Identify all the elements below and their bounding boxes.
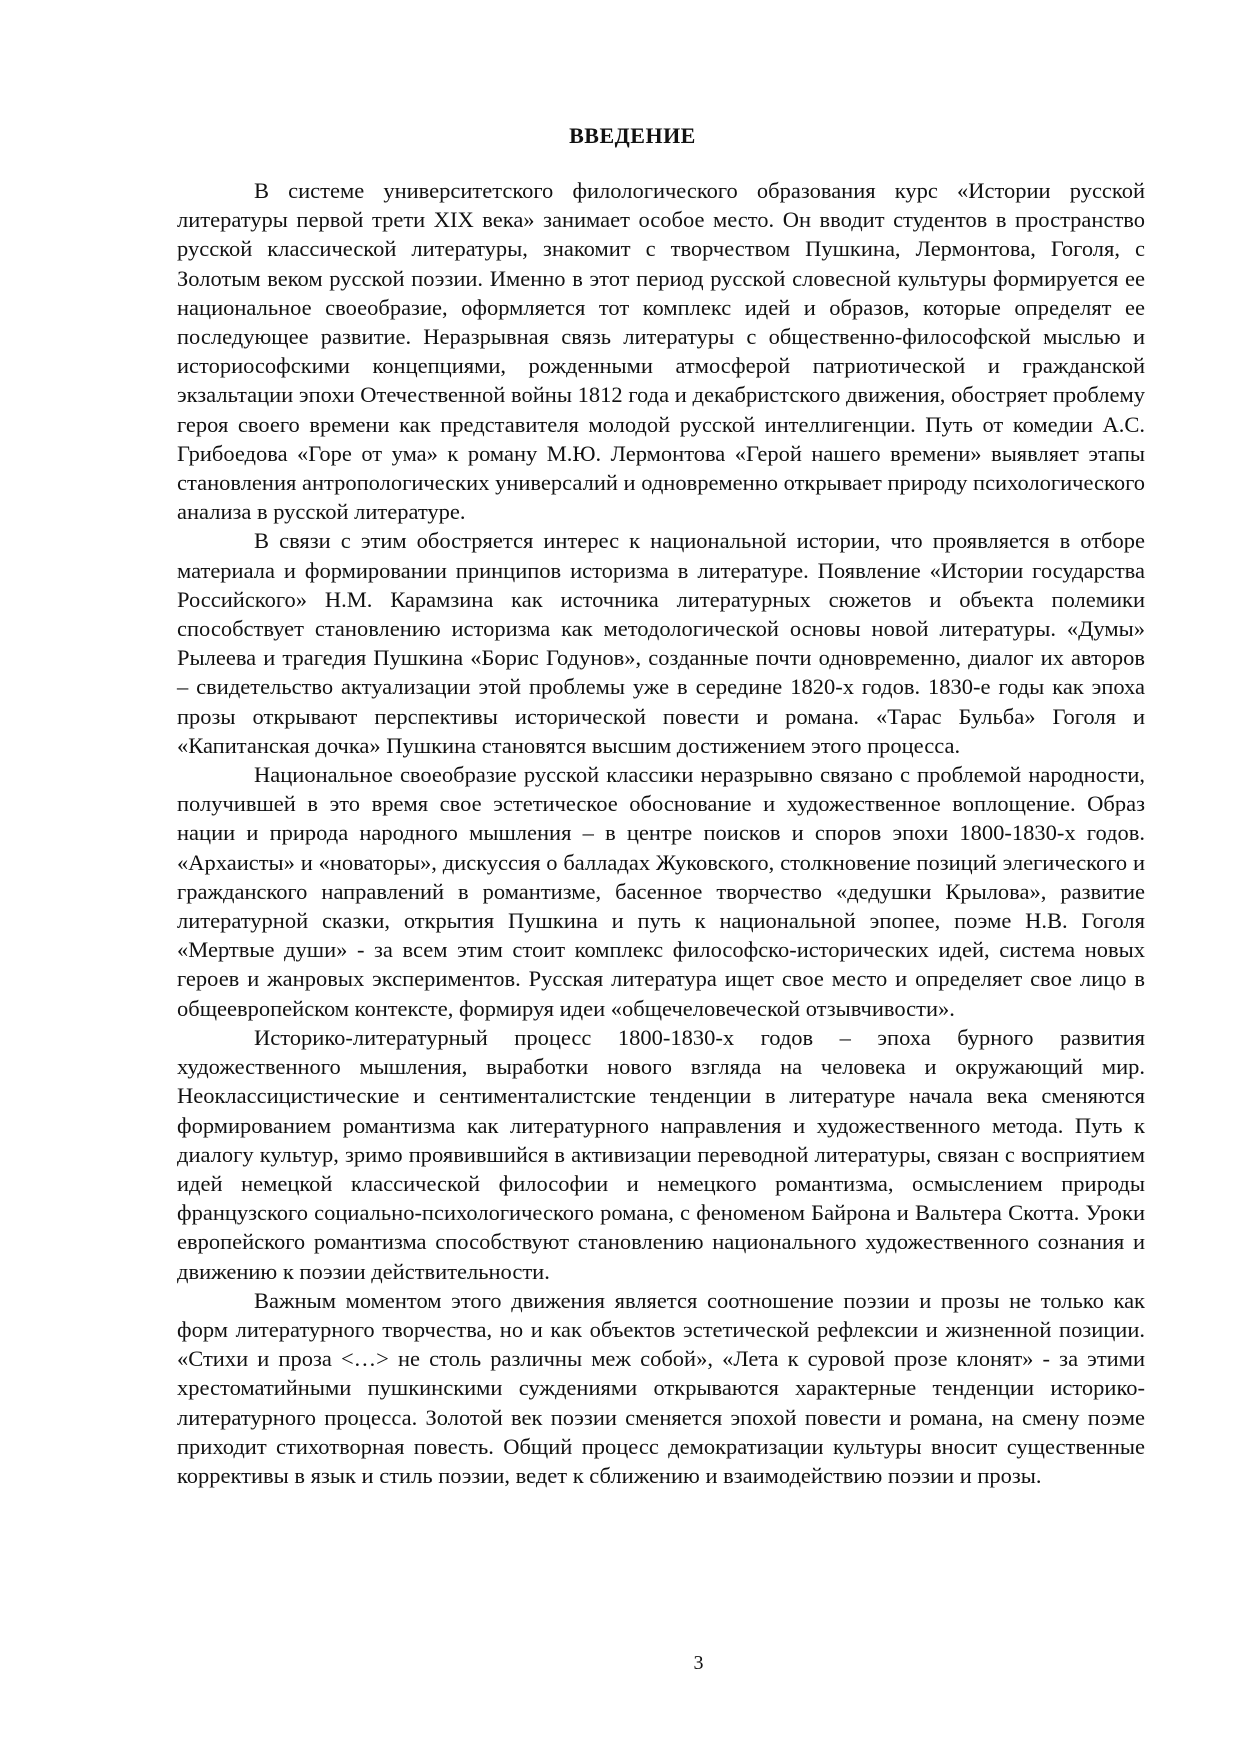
paragraph-5: Важным моментом этого движения является соотношение поэзии и прозы не только как форм литературного творчества, но и как объектов эстетической рефлексии и жизненной позиции. «Стихи и проза <…> не столь различны меж собой», «Лета к суровой прозе клонят» - за этими хрестоматийными пушкинскими суждениями открываются характерные тенденции историко-литературного процесса. Золотой век поэзии сменяется эпохой повести и романа, на смену поэме приходит стихотворная повесть. Общий процесс демократизации культуры вносит существенные коррективы в язык и стиль поэзии, ведет к сближению и взаимодействию поэзии и прозы.	[177, 1287, 1145, 1488]
document-title: ВВЕДЕНИЕ	[569, 123, 696, 148]
document-body	[177, 176, 1145, 1490]
paragraph-4: Историко-литературный процесс 1800-1830-х годов – эпоха бурного развития художественного мышления, выработки нового взгляда на человека и окружающий мир. Неоклассицистические и сентименталистские тенденции в литературе начала века сменяются формированием романтизма как литературного направления и художественного метода. Путь к диалогу культур, зримо проявившийся в активизации переводной литературы, связан с восприятием идей немецкой классической философии и немецкого романтизма, осмыслением природы французского социально-психологического романа, с феноменом Байрона и Вальтера Скотта. Уроки европейского романтизма способствуют становлению национального художественного сознания и движению к поэзии действительности.	[177, 1024, 1145, 1284]
paragraph-3: Национальное своеобразие русской классики неразрывно связано с проблемой народности, получившей в это время свое эстетическое обоснование и художественное воплощение. Образ нации и природа народного мышления – в центре поисков и споров эпохи 1800-1830-х годов. «Архаисты» и «новаторы», дискуссия о балладах Жуковского, столкновение позиций элегического и гражданского направлений в романтизме, басенное творчество «дедушки Крылова», развитие литературной сказки, открытия Пушкина и путь к национальной эпопее, поэме Н.В. Гоголя «Мертвые души» - за всем этим стоит комплекс философско-исторических идей, система новых героев и жанровых экспериментов. Русская литература ищет свое место и определяет свое лицо в общеевропейском контексте, формируя идеи «общечеловеческой отзывчивости».	[177, 762, 1145, 1021]
paragraph-2: В связи с этим обостряется интерес к национальной истории, что проявляется в отборе материала и формировании принципов историзма в литературе. Появление «Истории государства Российского» Н.М. Карамзина как источника литературных сюжетов и объекта полемики способствует становлению историзма как методологической основы новой литературы. «Думы» Рылеева и трагедия Пушкина «Борис Годунов», созданные почти одновременно, диалог их авторов – свидетельство актуализации этой проблемы уже в середине 1820-х годов. 1830-е годы как эпоха прозы открывают перспективы исторической повести и романа. «Тарас Бульба» Гоголя и «Капитанская дочка» Пушкина становятся высшим достижением этого процесса.	[177, 528, 1145, 758]
page-number: 3	[693, 1652, 704, 1674]
paragraph-1: В системе университетского филологического образования курс «Истории русской литературы первой трети XIX века» занимает особое место. Он вводит студентов в пространство русской классической литературы, знакомит с творчеством Пушкина, Лермонтова, Гоголя, с Золотым веком русской поэзии. Именно в этот период русской словесной культуры формируется ее национальное своеобразие, оформляется тот комплекс идей и образов, которые определят ее последующее развитие. Неразрывная связь литературы с общественно-философской мыслью и историософскими концепциями, рожденными атмосферой патриотической и гражданской экзальтации эпохи Отечественной войны 1812 года и декабристского движения, обостряет проблему героя своего времени как представителя молодой русской интеллигенции. Путь от комедии А.С. Грибоедова «Горе от ума» к роману М.Ю. Лермонтова «Герой нашего времени» выявляет этапы становления антропологических универсалий и одновременно открывает природу психологического анализа в русской литературе.	[177, 178, 1145, 525]
